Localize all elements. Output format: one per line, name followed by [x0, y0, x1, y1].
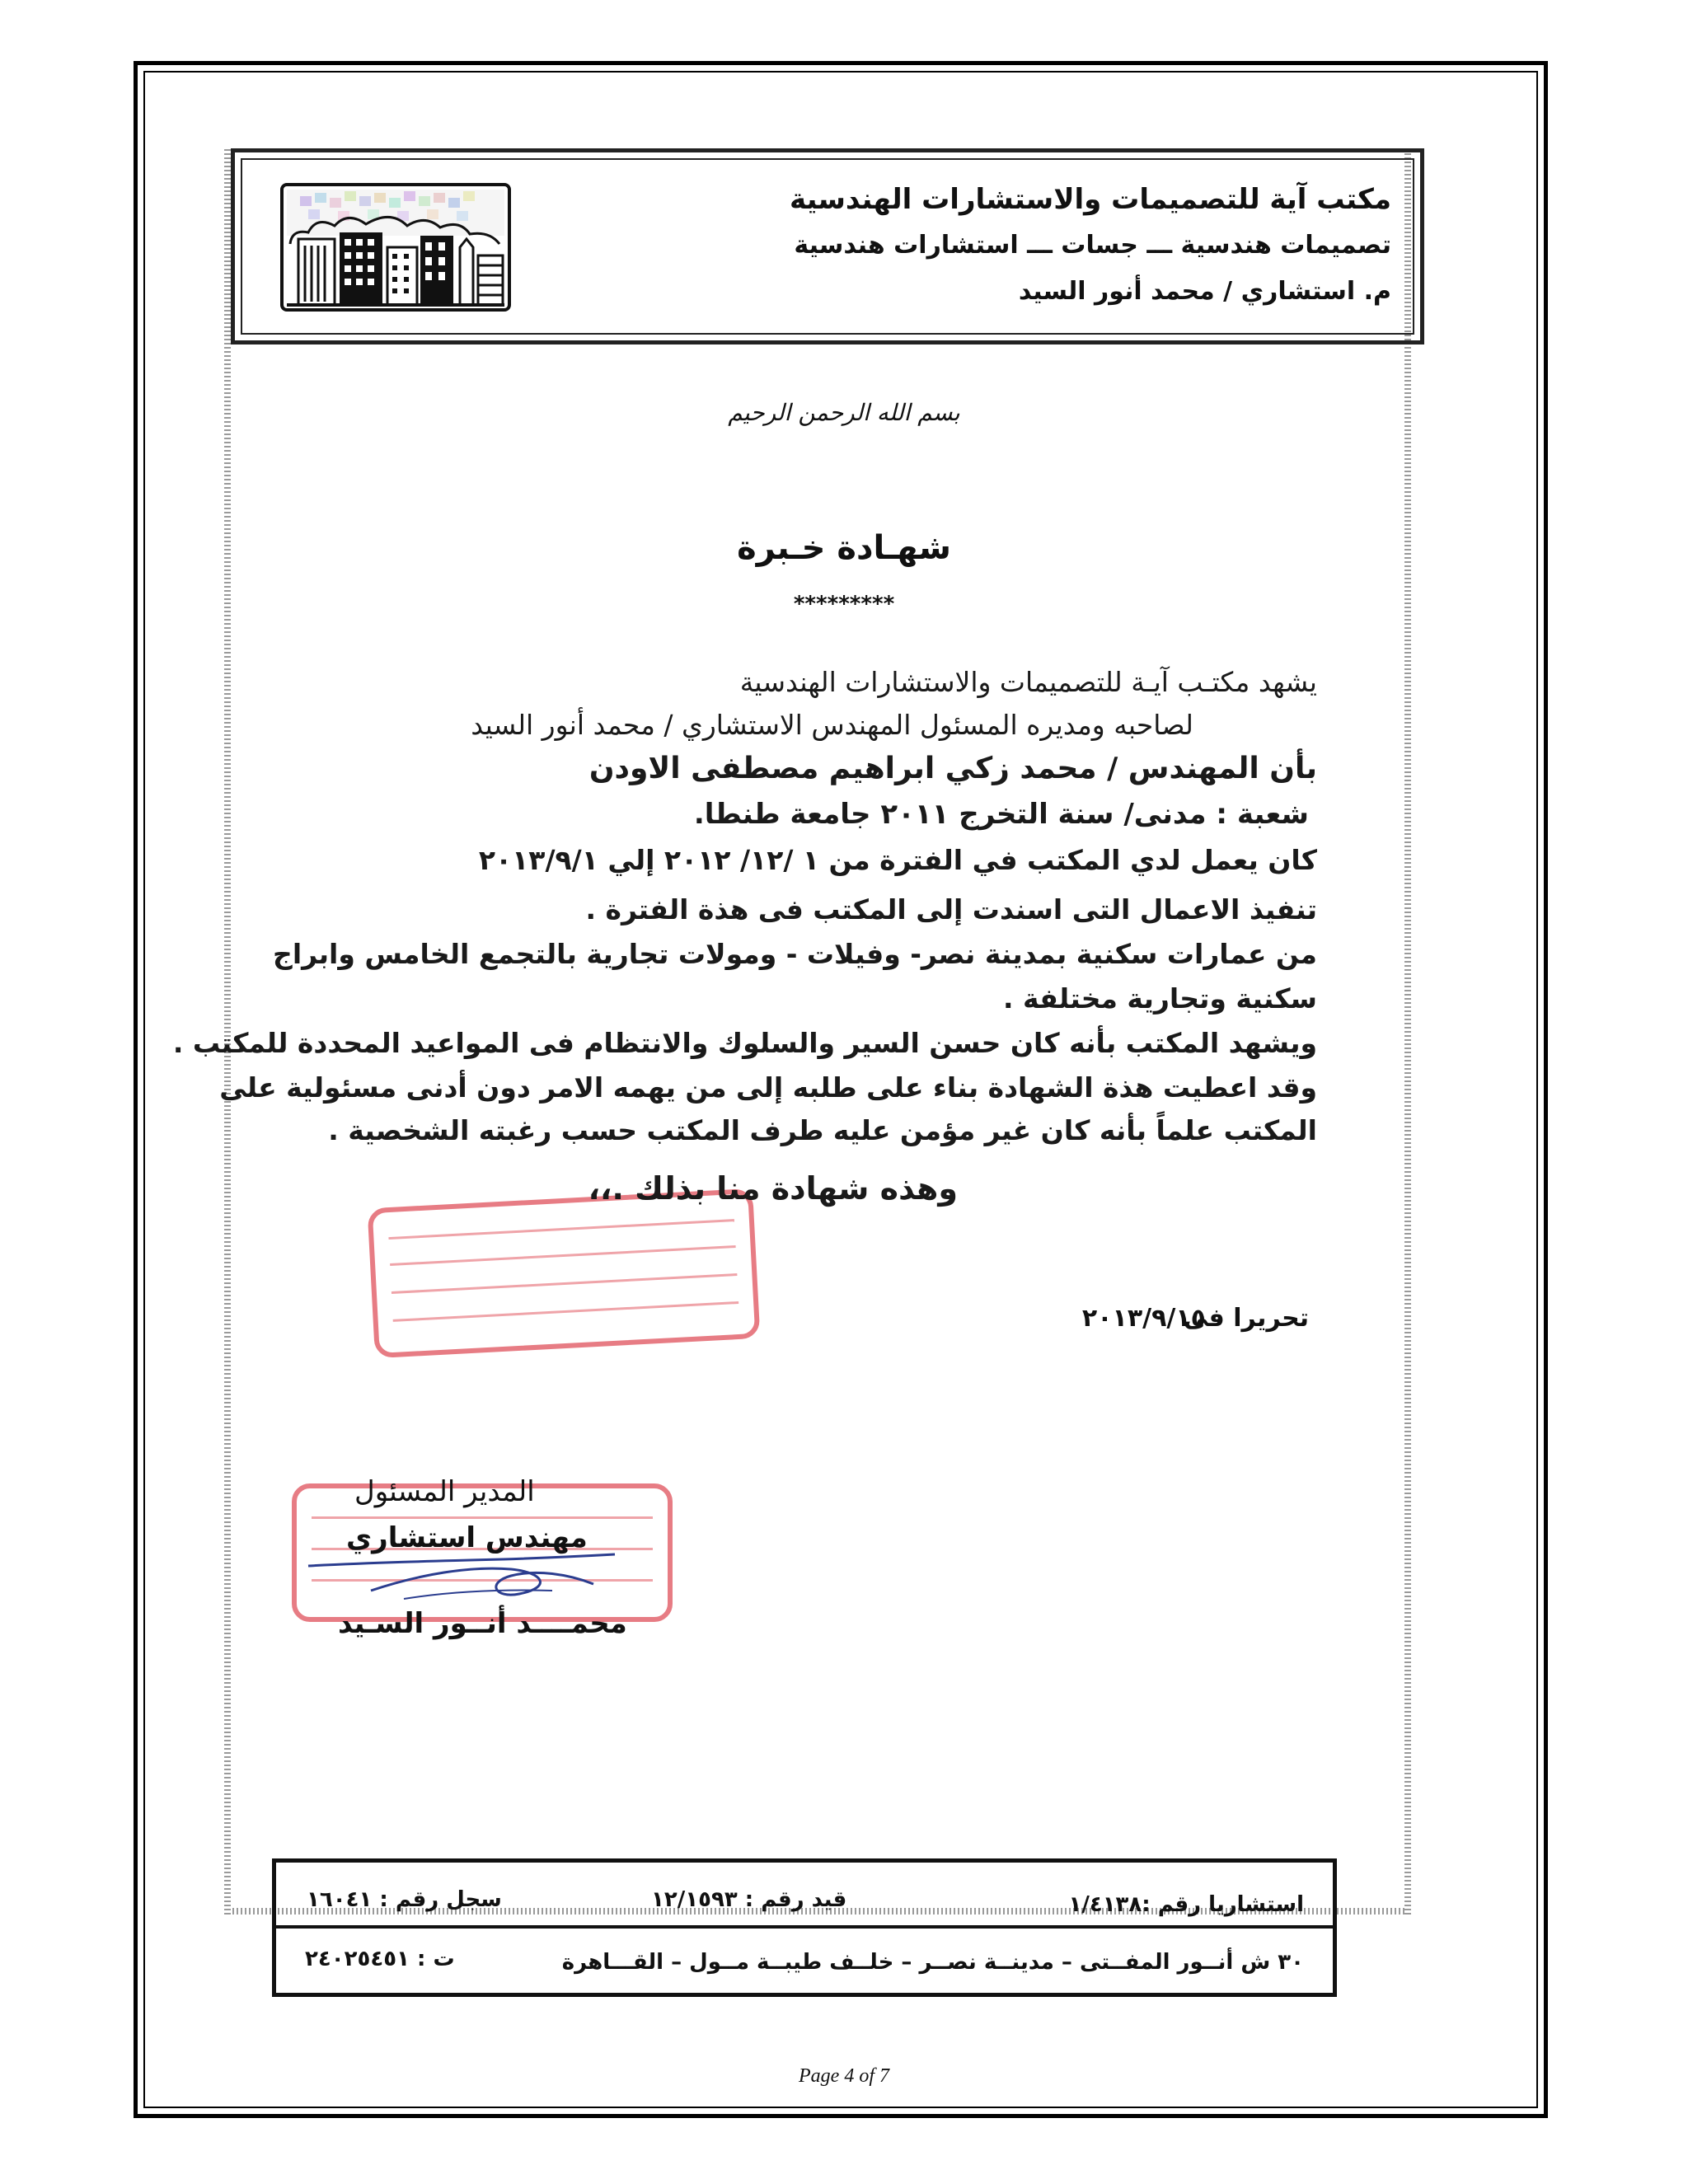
footer-divider [272, 1925, 1337, 1929]
body-line-2: لصاحبه ومديره المسئول المهندس الاستشاري / محمد أنور السيد [471, 709, 1193, 741]
registration-number: قيد رقم : ١٢/١٥٩٣ [651, 1887, 847, 1912]
period-line: كان يعمل لدي المكتب في الفترة من ١ /١٢/ ٢٠١٢ إلي ٢٠١٣/٩/١ [478, 844, 1317, 876]
consultancy-number: استشاريا رقم :١/٤١٣٨ [1068, 1892, 1304, 1917]
handwritten-signature [305, 1541, 618, 1615]
document-title: شهـادة خـبرة [737, 529, 951, 567]
body-line-1: يشهد مكتـب آيـة للتصميمات والاستشارات الهندسية [739, 666, 1317, 698]
body-line-9: ويشهد المكتب بأنه كان حسن السير والسلوك والانتظام فى المواعيد المحددة للمكتب . [172, 1027, 1317, 1059]
closing-statement: وهذه شهادة منا بذلك .،، [588, 1170, 958, 1207]
title-stars: ********* [793, 592, 895, 616]
office-consultant: م. استشاري / محمد أنور السيد [1018, 277, 1391, 306]
office-services: تصميمات هندسية ـــ جسات ـــ استشارات هندسية [794, 231, 1391, 260]
office-address: ٣٠ ش أنــور المفــتى – مدينــة نصــر – خلــف طيبــة مــول – القـــاهرة [561, 1950, 1304, 1975]
signature-title-2: مهندس استشاري [346, 1521, 588, 1554]
engineer-name-line: بأن المهندس / محمد زكي ابراهيم مصطفى الاودن [588, 752, 1317, 785]
body-line-10: وقد اعطيت هذة الشهادة بناء على طلبه إلى من يهمه الامر دون أدنى مسئولية على [219, 1071, 1317, 1104]
office-phone: ت : ٢٤٠٢٥٤٥١ [305, 1947, 455, 1971]
office-name: مكتب آية للتصميمات والاستشارات الهندسية [789, 183, 1391, 216]
page-number: Page 4 of 7 [799, 2065, 889, 2087]
date-label: تحريرا فى [1183, 1304, 1309, 1333]
signature-name: محمــــد أنــور السـيد [338, 1607, 627, 1640]
signature-title-1: المدير المسئول [354, 1475, 535, 1508]
body-line-7: من عمارات سكنية بمدينة نصر- وفيلات - ومولات تجارية بالتجمع الخامس وابراج [273, 938, 1317, 970]
record-number: سجل رقم : ١٦٠٤١ [307, 1887, 502, 1912]
city-buildings-icon [284, 186, 508, 308]
body-line-6: تنفيذ الاعمال التى اسندت إلى المكتب فى هذة الفترة . [585, 893, 1317, 926]
body-line-8: سكنية وتجارية مختلفة . [1003, 982, 1317, 1015]
office-stamp-upper [368, 1188, 761, 1358]
body-line-11: المكتب علماً بأنه كان غير مؤمن عليه طرف المكتب حسب رغبته الشخصية . [328, 1114, 1317, 1146]
office-logo [280, 183, 511, 312]
specialty-line: شعبة : مدنى/ سنة التخرج ٢٠١١ جامعة طنطا. [693, 798, 1309, 831]
date-value: ٢٠١٣/٩/١٥ [1081, 1304, 1206, 1333]
basmala: بسم الله الرحمن الرحيم [728, 399, 960, 426]
